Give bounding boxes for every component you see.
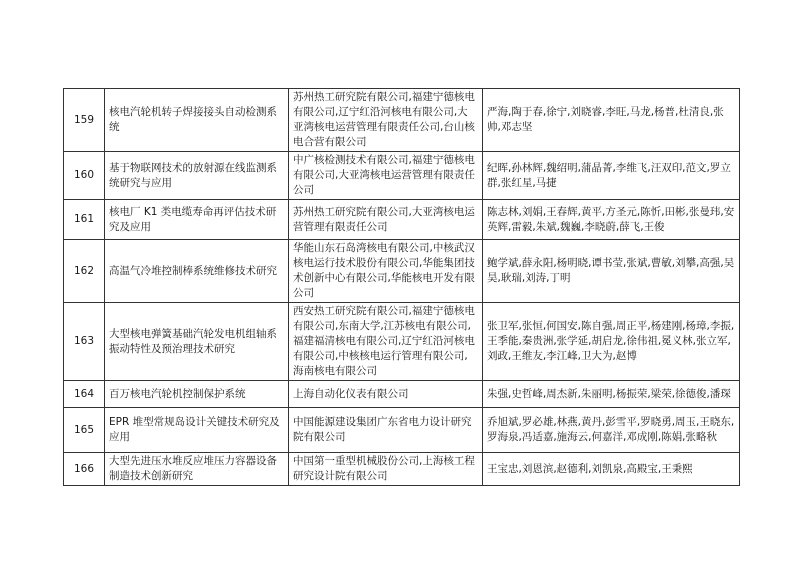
row-number: 160: [64, 152, 105, 200]
completion-units: 苏州热工研究院有限公司,福建宁德核电有限公司,辽宁红沿河核电有限公司,大亚湾核电运营管理有限责任公司,台山核电合营有限公司: [289, 89, 483, 152]
table-row: [64, 200, 740, 240]
completion-people: 陈志林,刘娟,王春辉,黄平,方圣元,陈忻,田彬,张曼玮,安英辉,雷毅,朱斌,魏巍,李晓蔚,薛飞,王俊: [483, 200, 740, 240]
table-row: [64, 303, 740, 381]
completion-people: 乔旭斌,罗必雄,林燕,黄丹,彭雪平,罗晓勇,周玉,王晓东,罗海泉,冯适嘉,施海云,何嘉洋,邓成刚,陈娟,张略秋: [483, 408, 740, 453]
table-row: [64, 152, 740, 200]
project-title: 百万核电汽轮机控制保护系统: [105, 381, 289, 408]
award-table: [63, 88, 740, 486]
row-number: 159: [64, 89, 105, 152]
completion-units: 中国第一重型机械股份公司,上海核工程研究设计院有限公司: [289, 453, 483, 486]
completion-units: 上海自动化仪表有限公司: [289, 381, 483, 408]
table-row: [64, 381, 740, 408]
completion-people: 王宝忠,刘恩滨,赵德利,刘凯泉,高殿宝,王秉熙: [483, 453, 740, 486]
project-title: 大型核电弹簧基础汽轮发电机组轴系振动特性及预治理技术研究: [105, 303, 289, 381]
table-row: [64, 240, 740, 303]
row-number: 165: [64, 408, 105, 453]
table-row: [64, 408, 740, 453]
row-number: 162: [64, 240, 105, 303]
project-title: EPR 堆型常规岛设计关键技术研究及应用: [105, 408, 289, 453]
project-title: 基于物联网技术的放射源在线监测系统研究与应用: [105, 152, 289, 200]
completion-units: 中广核检测技术有限公司,福建宁德核电有限公司,大亚湾核电运营管理有限责任公司: [289, 152, 483, 200]
completion-people: 朱强,史哲峰,周杰新,朱丽明,杨振荣,梁荣,徐德俊,潘琛: [483, 381, 740, 408]
project-title: 核电汽轮机转子焊接接头自动检测系统: [105, 89, 289, 152]
completion-people: 严海,陶于春,徐宁,刘晓睿,李旺,马龙,杨普,杜清良,张帅,邓志坚: [483, 89, 740, 152]
row-number: 164: [64, 381, 105, 408]
project-title: 核电厂 K1 类电缆寿命再评估技术研究及应用: [105, 200, 289, 240]
completion-units: 中国能源建设集团广东省电力设计研究院有限公司: [289, 408, 483, 453]
completion-units: 华能山东石岛湾核电有限公司,中核武汉核电运行技术股份有限公司,华能集团技术创新中心有限公司,华能核电开发有限公司: [289, 240, 483, 303]
project-title: 高温气冷堆控制棒系统维修技术研究: [105, 240, 289, 303]
table-row: [64, 453, 740, 486]
completion-units: 西安热工研究院有限公司,福建宁德核电有限公司,东南大学,江苏核电有限公司,福建福清核电有限公司,辽宁红沿河核电有限公司,中核核电运行管理有限公司,海南核电有限公司: [289, 303, 483, 381]
table-row: [64, 89, 740, 152]
row-number: 166: [64, 453, 105, 486]
completion-units: 苏州热工研究院有限公司,大亚湾核电运营管理有限责任公司: [289, 200, 483, 240]
row-number: 161: [64, 200, 105, 240]
row-number: 163: [64, 303, 105, 381]
completion-people: 张卫军,张恒,何国安,陈自强,周正平,杨建刚,杨璋,李振,王季能,秦贵洲,张学延,胡启龙,徐伟祖,冕义林,张立军,刘政,王维友,李江峰,卫大为,赵博: [483, 303, 740, 381]
completion-people: 鲍学斌,薛永阳,杨明晓,谭书莹,张斌,曹敏,刘攀,高强,吴昊,耿瑞,刘涛,丁明: [483, 240, 740, 303]
completion-people: 纪晖,孙林辉,魏绍明,蒲晶菁,李维飞,汪双印,范文,罗立群,张红星,马捷: [483, 152, 740, 200]
project-title: 大型先进压水堆反应堆压力容器设备制造技术创新研究: [105, 453, 289, 486]
